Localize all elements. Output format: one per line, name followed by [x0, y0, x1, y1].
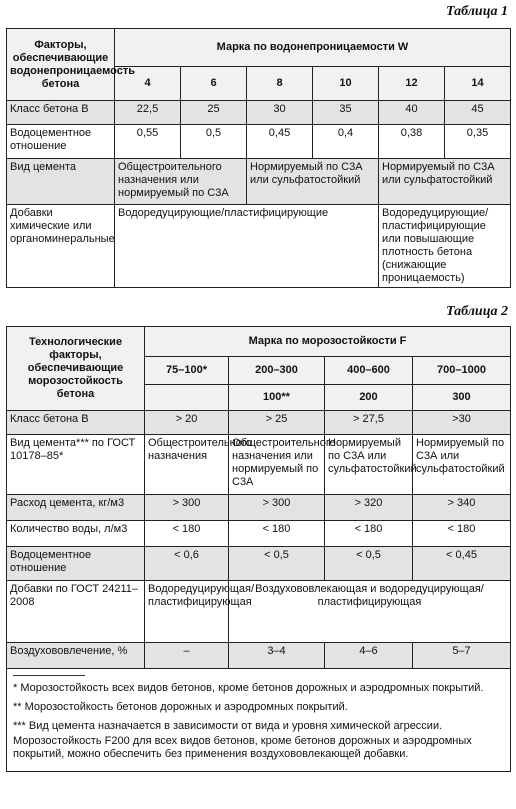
row-label: Расход цемента, кг/м3	[7, 495, 145, 521]
cell: Нормируемый по С3А или сульфатостойкий	[413, 435, 511, 495]
table2-grade: 300	[413, 385, 511, 411]
row-label: Воздухововлечение, %	[7, 643, 145, 669]
table2-grade: 400–600	[325, 357, 413, 385]
row-label: Количество воды, л/м3	[7, 521, 145, 547]
footnotes-row	[7, 669, 511, 772]
cell: 22,5	[115, 101, 181, 125]
table-row	[7, 125, 511, 159]
row-label: Вид цемента	[7, 159, 115, 205]
table1-factor-header: Факторы, обеспечивающие водонепроницаемость бетона	[7, 29, 115, 101]
table2-factor-header: Технологические факторы, обеспечивающие морозостойкость бетона	[7, 327, 145, 411]
cell: > 340	[413, 495, 511, 521]
footnote: ** Морозостойкость бетонов дорожных и аэродромных покрытий.	[13, 701, 348, 713]
footnote: Морозостойкость F200 для всех видов бетонов, кроме бетонов дорожных и аэродромных покрытий, можно обеспечить без применения воздухововлекающей добавки.	[13, 735, 472, 760]
cell: < 180	[145, 521, 229, 547]
table2-grade: 700–1000	[413, 357, 511, 385]
row-label: Добавки химические или органоминеральные	[7, 205, 115, 288]
table-row	[7, 581, 511, 643]
table2-grade: 200	[325, 385, 413, 411]
cell: Нормируемый по С3А или сульфатостойкий	[247, 159, 379, 205]
cell: Общестроительного назначения	[145, 435, 229, 495]
cell: 35	[313, 101, 379, 125]
cell: 3–4	[229, 643, 325, 669]
cell: 45	[445, 101, 511, 125]
table1-grade: 10	[313, 67, 379, 101]
footnote: * Морозостойкость всех видов бетонов, кроме бетонов дорожных и аэродромных покрытий.	[13, 682, 484, 694]
cell: 0,55	[115, 125, 181, 159]
table-row	[7, 547, 511, 581]
table1-grade: 6	[181, 67, 247, 101]
cell: Нормируемый по С3А или сульфатостойкий	[325, 435, 413, 495]
table1-grade: 12	[379, 67, 445, 101]
cell: 40	[379, 101, 445, 125]
cell: 0,4	[313, 125, 379, 159]
cell: Водоредуцирующие/пластифицирующие	[115, 205, 379, 288]
footnote: *** Вид цемента назначается в зависимости от вида и уровня химической агрессии.	[13, 720, 443, 732]
table2-caption: Таблица 2	[446, 304, 508, 319]
row-label: Водоцементное отношение	[7, 547, 145, 581]
table-row	[7, 643, 511, 669]
cell: 30	[247, 101, 313, 125]
cell: Воздухововлекающая и водоредуцирующая/пластифицирующая	[229, 581, 511, 643]
cell: 0,35	[445, 125, 511, 159]
table2-grade	[145, 385, 229, 411]
cell: 4–6	[325, 643, 413, 669]
cell: –	[145, 643, 229, 669]
cell: Водоредуцирующие/пластифицирующие или повышающие плотность бетона (снижающие проницаемость)	[379, 205, 511, 288]
cell: > 27,5	[325, 411, 413, 435]
cell: > 300	[229, 495, 325, 521]
table-row	[7, 101, 511, 125]
table2-brand-header: Марка по морозостойкости F	[145, 327, 511, 357]
cell: 25	[181, 101, 247, 125]
table-row	[7, 205, 511, 288]
cell: < 180	[229, 521, 325, 547]
footnote-divider	[13, 675, 85, 676]
cell: Нормируемый по С3А или сульфатостойкий	[379, 159, 511, 205]
cell: < 0,5	[325, 547, 413, 581]
cell: < 180	[325, 521, 413, 547]
table1-grade: 14	[445, 67, 511, 101]
cell: < 0,45	[413, 547, 511, 581]
cell: > 20	[145, 411, 229, 435]
cell: Общестроительного назначения или нормируемый по С3А	[229, 435, 325, 495]
table1-grade: 8	[247, 67, 313, 101]
table1-caption: Таблица 1	[446, 4, 508, 19]
table2	[6, 326, 511, 772]
table1	[6, 28, 511, 288]
cell: 0,5	[181, 125, 247, 159]
row-label: Добавки по ГОСТ 24211–2008	[7, 581, 145, 643]
cell: > 25	[229, 411, 325, 435]
table-row	[7, 521, 511, 547]
table1-grade: 4	[115, 67, 181, 101]
table1-brand-header: Марка по водонепроницаемости W	[115, 29, 511, 67]
cell: 0,45	[247, 125, 313, 159]
cell: < 180	[413, 521, 511, 547]
table2-grade: 200–300	[229, 357, 325, 385]
table2-grade: 75–100*	[145, 357, 229, 385]
cell: < 0,6	[145, 547, 229, 581]
table-row	[7, 495, 511, 521]
cell: >30	[413, 411, 511, 435]
cell: 5–7	[413, 643, 511, 669]
cell: > 300	[145, 495, 229, 521]
row-label: Вид цемента*** по ГОСТ 10178–85*	[7, 435, 145, 495]
cell: 0,38	[379, 125, 445, 159]
row-label: Водоцементное отношение	[7, 125, 115, 159]
row-label: Класс бетона В	[7, 101, 115, 125]
cell: > 320	[325, 495, 413, 521]
table-row	[7, 435, 511, 495]
table2-grade: 100**	[229, 385, 325, 411]
cell: Водоредуцирующая/пластифицирующая	[145, 581, 229, 643]
cell: < 0,5	[229, 547, 325, 581]
row-label: Класс бетона В	[7, 411, 145, 435]
table-row	[7, 411, 511, 435]
footnotes	[7, 669, 511, 772]
table-row	[7, 159, 511, 205]
cell: Общестроительного назначения или нормируемый по С3А	[115, 159, 247, 205]
